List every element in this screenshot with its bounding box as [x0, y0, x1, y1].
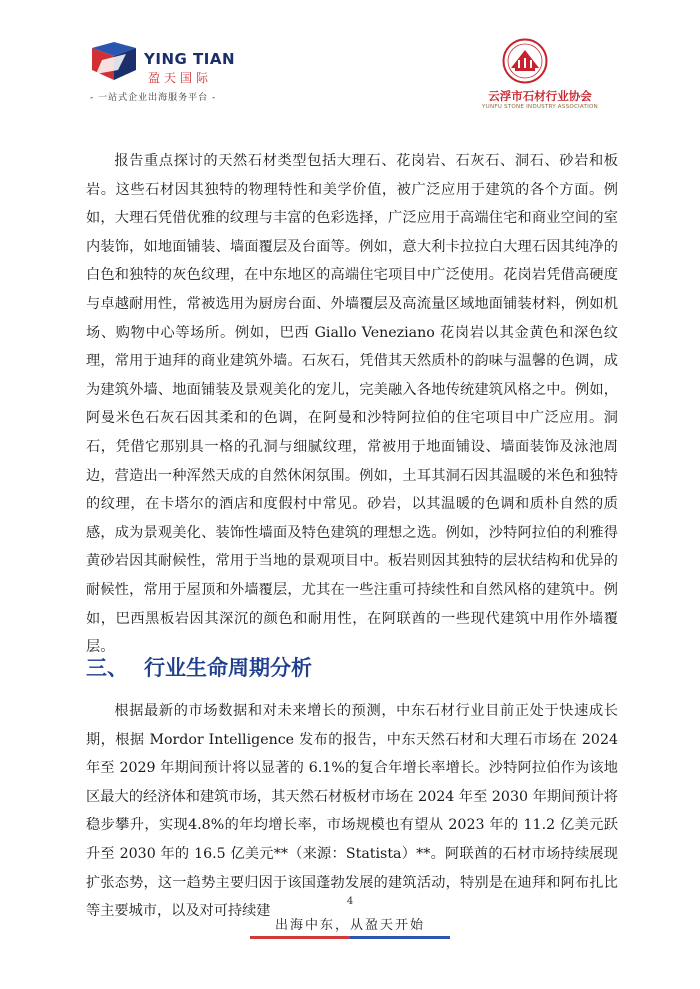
footer-divider-blue [350, 936, 450, 939]
yingtian-logo-icon [88, 40, 140, 86]
section-heading [86, 652, 312, 682]
footer-divider-red [250, 936, 350, 939]
footer-divider [250, 936, 450, 939]
section-title-text: 行业生命周期分析 [144, 656, 312, 680]
section-number: 三、 [86, 656, 128, 680]
association-name-en: YUNFU STONE INDUSTRY ASSOCIATION [482, 104, 598, 110]
brand-name-en: YING TIAN [144, 50, 236, 68]
paragraph-stone-types: 报告重点探讨的天然石材类型包括大理石、花岗岩、石灰石、洞石、砂岩和板岩。这些石材因其独特的物理特性和美学价值，被广泛应用于建筑的各个方面。例如，大理石凭借优雅的纹理与丰富的色彩选择，广泛应用于高端住宅和商业空间的室内装饰，如地面铺装、墙面覆层及台面等。例如，意大利卡拉拉白大理石因其纯净的白色和独特的灰色纹理，在中东地区的高端住宅项目中广泛使用。花岗岩凭借高硬度与卓越耐用性，常被选用为厨房台面、外墙覆层及高流量区域地面铺装材料，例如机场、购物中心等场所。例如，巴西 Giallo Veneziano 花岗岩以其金黄色和深色纹理，常用于迪拜的商业建筑外墙。石灰石，凭借其天然质朴的韵味与温馨的色调，成为建筑外墙、地面铺装及景观美化的宠儿，完美融入各地传统建筑风格之中。例如，阿曼米色石灰石因其柔和的色调，在阿曼和沙特阿拉伯的住宅项目中广泛应用。洞石，凭借它那别具一格的孔洞与细腻纹理，常被用于地面铺设、墙面装饰及泳池周边，营造出一种浑然天成的自然休闲氛围。例如，土耳其洞石因其温暖的米色和独特的纹理，在卡塔尔的酒店和度假村中常见。砂岩，以其温暖的色调和质朴自然的质感，成为景观美化、装饰性墙面及特色建筑的理想之选。例如，沙特阿拉伯的利雅得黄砂岩因其耐候性，常用于当地的景观项目中。板岩则因其独特的层状结构和优异的耐候性，常用于屋顶和外墙覆层，尤其在一些注重可持续性和自然风格的建筑中。例如，巴西黑板岩因其深沉的颜色和耐用性，在阿联酋的一些现代建筑中用作外墙覆层。 [86, 153, 618, 656]
association-logo [465, 38, 635, 120]
association-name-cn: 云浮市石材行业协会 [488, 89, 592, 103]
footer-slogan: 出海中东，从盈天开始 [274, 918, 425, 933]
association-seal-icon [502, 38, 548, 84]
page-number: 4 [346, 896, 354, 907]
paragraph-lifecycle: 根据最新的市场数据和对未来增长的预测，中东石材行业目前正处于快速成长期，根据 Mordor Intelligence 发布的报告，中东天然石材和大理石市场在 2024 年至 2029 年期间预计将以显著的 6.1%的复合年增长率增长。沙特阿拉伯作为该地区最大的经济体和建筑市场，其天然石材板材市场在 2024 年至 2030 年期间预计将稳步攀升，实现4.8%的年均增长率，市场规模也有望从 2023 年的 11.2 亿美元跃升至 2030 年的 16.5 亿美元**（来源：Statista）**。阿联酋的石材市场持续展现扩张态势，这一趋势主要归因于该国蓬勃发展的建筑活动，特别是在迪拜和阿布扎比等主要城市，以及对可持续建 [86, 703, 618, 920]
brand-name-cn: 盈天国际 [148, 71, 213, 85]
brand-logo [88, 40, 248, 110]
brand-slogan: - 一站式企业出海服务平台 - [90, 93, 217, 103]
